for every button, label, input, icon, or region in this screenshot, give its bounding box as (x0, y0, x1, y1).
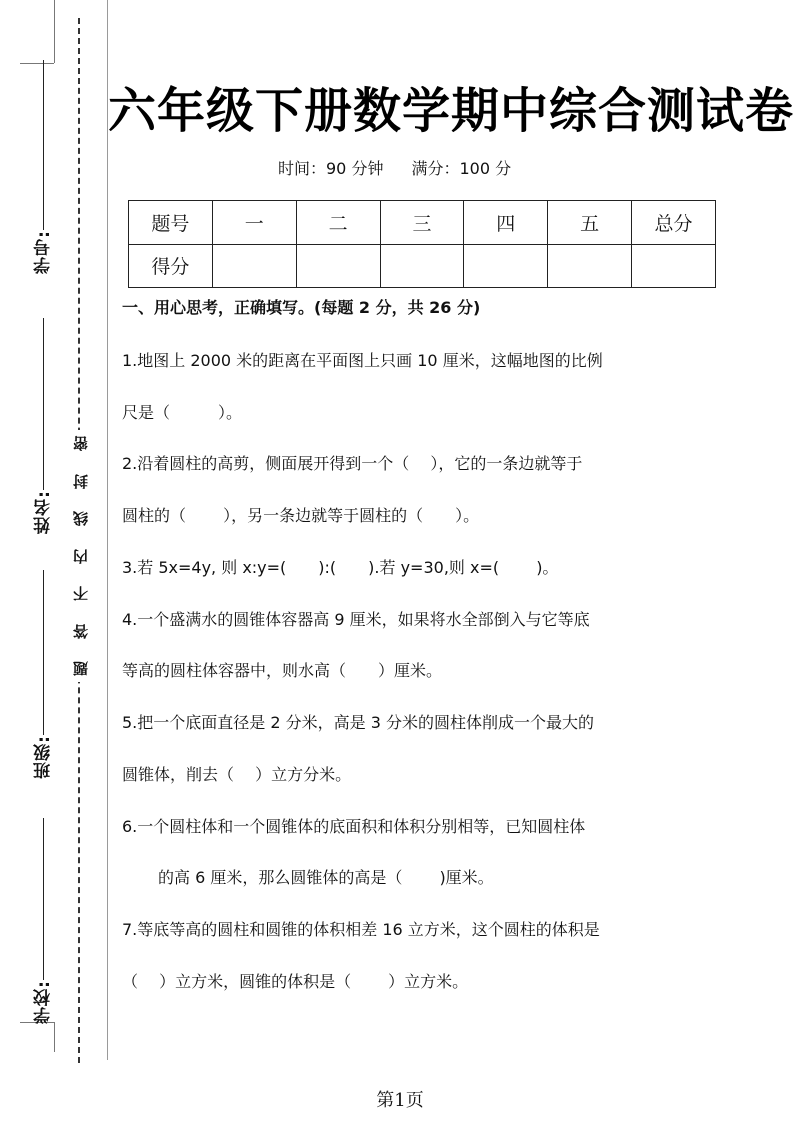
question-line: 的高 6 厘米，那么圆锥体的高是（ )厘米。 (158, 868, 494, 887)
seal-char: 不 (71, 586, 90, 601)
score-cell-header: 四 (464, 201, 548, 245)
score-table (128, 200, 716, 288)
question-line: 4.一个盛满水的圆锥体容器高 9 厘米，如果将水全部倒入与它等底 (122, 610, 590, 629)
class-label: 班级: (33, 735, 54, 779)
seal-char: 封 (71, 473, 90, 489)
score-cell-blank[interactable] (212, 244, 296, 288)
margin-bracket-bottom-vertical (54, 1022, 55, 1052)
question-line: 2.沿着圆柱的高剪，侧面展开得到一个（ ），它的一条边就等于 (122, 454, 583, 473)
page-title: 六年级下册数学期中综合测试卷 (108, 83, 795, 139)
score-table-score-row (129, 244, 716, 288)
class-blank[interactable] (43, 570, 44, 735)
score-cell-header: 二 (296, 201, 380, 245)
student-no-field[interactable] (28, 60, 58, 274)
score-cell-header: 一 (212, 201, 296, 245)
seal-char: 题 (71, 661, 90, 676)
exam-full-score: 满分：100 分 (411, 159, 512, 178)
score-cell-blank[interactable] (464, 244, 548, 288)
question-line: 圆锥体，削去（ ）立方分米。 (122, 765, 352, 784)
question-line: 尺是（ ）。 (122, 403, 243, 422)
question-line: 3.若 5x=4y, 则 x:y=( ):( ).若 y=30,则 x=( )。 (122, 558, 559, 577)
score-cell-header: 五 (548, 201, 632, 245)
school-blank[interactable] (43, 818, 44, 980)
name-field[interactable] (28, 318, 58, 534)
student-no-blank[interactable] (43, 60, 44, 230)
score-cell-header: 三 (380, 201, 464, 245)
seal-notice (68, 430, 92, 682)
name-label: 姓名: (33, 490, 54, 534)
exam-time: 时间：90 分钟 (278, 159, 384, 178)
binding-margin (0, 0, 110, 1130)
page-number: 第1页 (376, 1090, 424, 1111)
class-field[interactable] (28, 570, 58, 779)
margin-solid-line (107, 0, 108, 1060)
margin-bracket-top-vertical (54, 0, 55, 63)
question-line: 圆柱的（ ），另一条边就等于圆柱的（ ）。 (122, 506, 480, 525)
question-line: 1.地图上 2000 米的距离在平面图上只画 10 厘米，这幅地图的比例 (122, 351, 603, 370)
section-heading: 一、用心思考，正确填写。(每题 2 分，共 26 分) (122, 298, 481, 317)
question-line: 7.等底等高的圆柱和圆锥的体积相差 16 立方米，这个圆柱的体积是 (122, 920, 600, 939)
seal-char: 线 (71, 511, 90, 526)
question-line: 5.把一个底面直径是 2 分米，高是 3 分米的圆柱体削成一个最大的 (122, 713, 594, 732)
school-field[interactable] (28, 818, 58, 1024)
seal-char: 密 (71, 436, 90, 451)
score-cell-blank[interactable] (632, 244, 716, 288)
score-row-label: 得分 (129, 244, 213, 288)
question-line: 等高的圆柱体容器中，则水高（ ）厘米。 (122, 661, 443, 680)
score-cell-blank[interactable] (296, 244, 380, 288)
student-no-label: 学号: (33, 230, 54, 274)
seal-char: 答 (71, 623, 90, 639)
question-line: 6.一个圆柱体和一个圆锥体的底面积和体积分别相等，已知圆柱体 (122, 817, 586, 836)
score-cell-header: 题号 (129, 201, 213, 245)
exam-info (278, 156, 511, 179)
score-cell-blank[interactable] (548, 244, 632, 288)
school-label: 学校: (33, 980, 54, 1024)
name-blank[interactable] (43, 318, 44, 490)
score-table-header-row (129, 201, 716, 245)
question-line: （ ）立方米，圆锥的体积是（ ）立方米。 (122, 972, 469, 991)
score-cell-blank[interactable] (380, 244, 464, 288)
seal-char: 内 (71, 548, 90, 564)
score-cell-header: 总分 (632, 201, 716, 245)
